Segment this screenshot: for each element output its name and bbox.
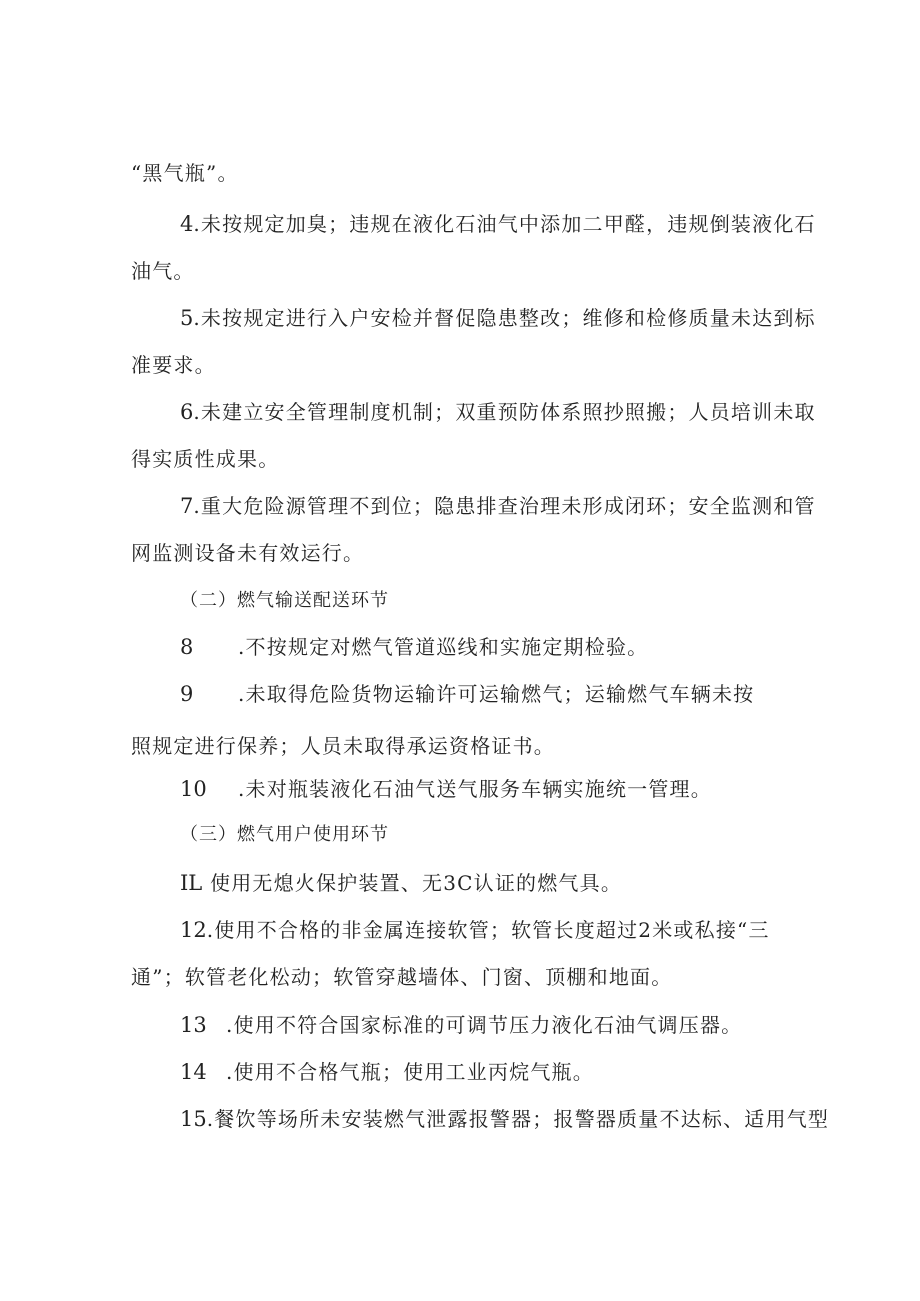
item-number: 15 bbox=[180, 1107, 207, 1131]
item-number: 7 bbox=[180, 494, 194, 518]
text-line bbox=[131, 258, 195, 284]
item-number: 14 bbox=[180, 1060, 207, 1084]
item-number: 13 bbox=[180, 1013, 207, 1037]
item-text: .使用不符合国家标准的可调节压力液化石油气调压器。 bbox=[226, 1013, 743, 1037]
text-line bbox=[131, 733, 555, 759]
item-text: .餐饮等场所未安装燃气泄露报警器；报警器质量不达标、适用气型 bbox=[206, 1107, 830, 1131]
text-line bbox=[131, 446, 279, 472]
item-text: .重大危险源管理不到位；隐患排查治理未形成闭环；安全监测和管 bbox=[193, 494, 816, 518]
item-text: .未建立安全管理制度机制；双重预防体系照抄照搬；人员培训未取 bbox=[193, 400, 816, 424]
list-item bbox=[180, 917, 770, 943]
list-item bbox=[180, 634, 648, 660]
item-text: .不按规定对燃气管道巡线和实施定期检验。 bbox=[238, 635, 649, 659]
heading-text: （三）燃气用户使用环节 bbox=[180, 824, 389, 845]
text-line bbox=[131, 352, 216, 378]
item-text: 使用无熄火保护装置、无3C认证的燃气具。 bbox=[210, 871, 623, 895]
line-text: 油气。 bbox=[131, 259, 195, 283]
line-text: 得实质性成果。 bbox=[131, 447, 280, 471]
item-text: .未对瓶装液化石油气送气服务车辆实施统一管理。 bbox=[238, 777, 712, 801]
item-number: 8 bbox=[180, 635, 194, 659]
item-text: .使用不合格的非金属连接软管；软管长度超过2米或私接“三 bbox=[206, 918, 770, 942]
list-item bbox=[180, 870, 622, 896]
item-number: 9 bbox=[180, 682, 194, 706]
text-line bbox=[131, 964, 672, 990]
item-text: .使用不合格气瓶；使用工业丙烷气瓶。 bbox=[226, 1060, 594, 1084]
text-line bbox=[131, 160, 239, 186]
text-line bbox=[131, 540, 364, 566]
list-item bbox=[180, 1012, 742, 1038]
line-text: “黑气瓶”。 bbox=[131, 161, 239, 185]
list-item bbox=[180, 776, 712, 802]
list-item bbox=[180, 211, 816, 237]
item-number: 6 bbox=[180, 400, 194, 424]
section-heading bbox=[180, 589, 389, 613]
item-number: 5 bbox=[180, 306, 194, 330]
line-text: 照规定进行保养；人员未取得承运资格证书。 bbox=[131, 734, 555, 758]
list-item bbox=[180, 399, 816, 425]
item-number: 12 bbox=[180, 918, 207, 942]
item-number: IL bbox=[180, 871, 203, 895]
line-text: 通”；软管老化松动；软管穿越墙体、门窗、顶棚和地面。 bbox=[131, 965, 673, 989]
list-item bbox=[180, 305, 816, 331]
item-number: 10 bbox=[180, 777, 207, 801]
item-number: 4 bbox=[180, 212, 194, 236]
section-heading bbox=[180, 823, 389, 847]
item-text: .未取得危险货物运输许可运输燃气；运输燃气车辆未按 bbox=[238, 682, 755, 706]
item-text: .未按规定进行入户安检并督促隐患整改；维修和检修质量未达到标 bbox=[193, 306, 816, 330]
list-item bbox=[180, 1059, 594, 1085]
list-item bbox=[180, 681, 754, 707]
item-text: .未按规定加臭；违规在液化石油气中添加二甲醛，违规倒装液化石 bbox=[193, 212, 816, 236]
heading-text: （二）燃气输送配送环节 bbox=[180, 590, 389, 611]
list-item bbox=[180, 493, 816, 519]
list-item bbox=[180, 1106, 829, 1132]
line-text: 准要求。 bbox=[131, 353, 216, 377]
line-text: 网监测设备未有效运行。 bbox=[131, 541, 365, 565]
